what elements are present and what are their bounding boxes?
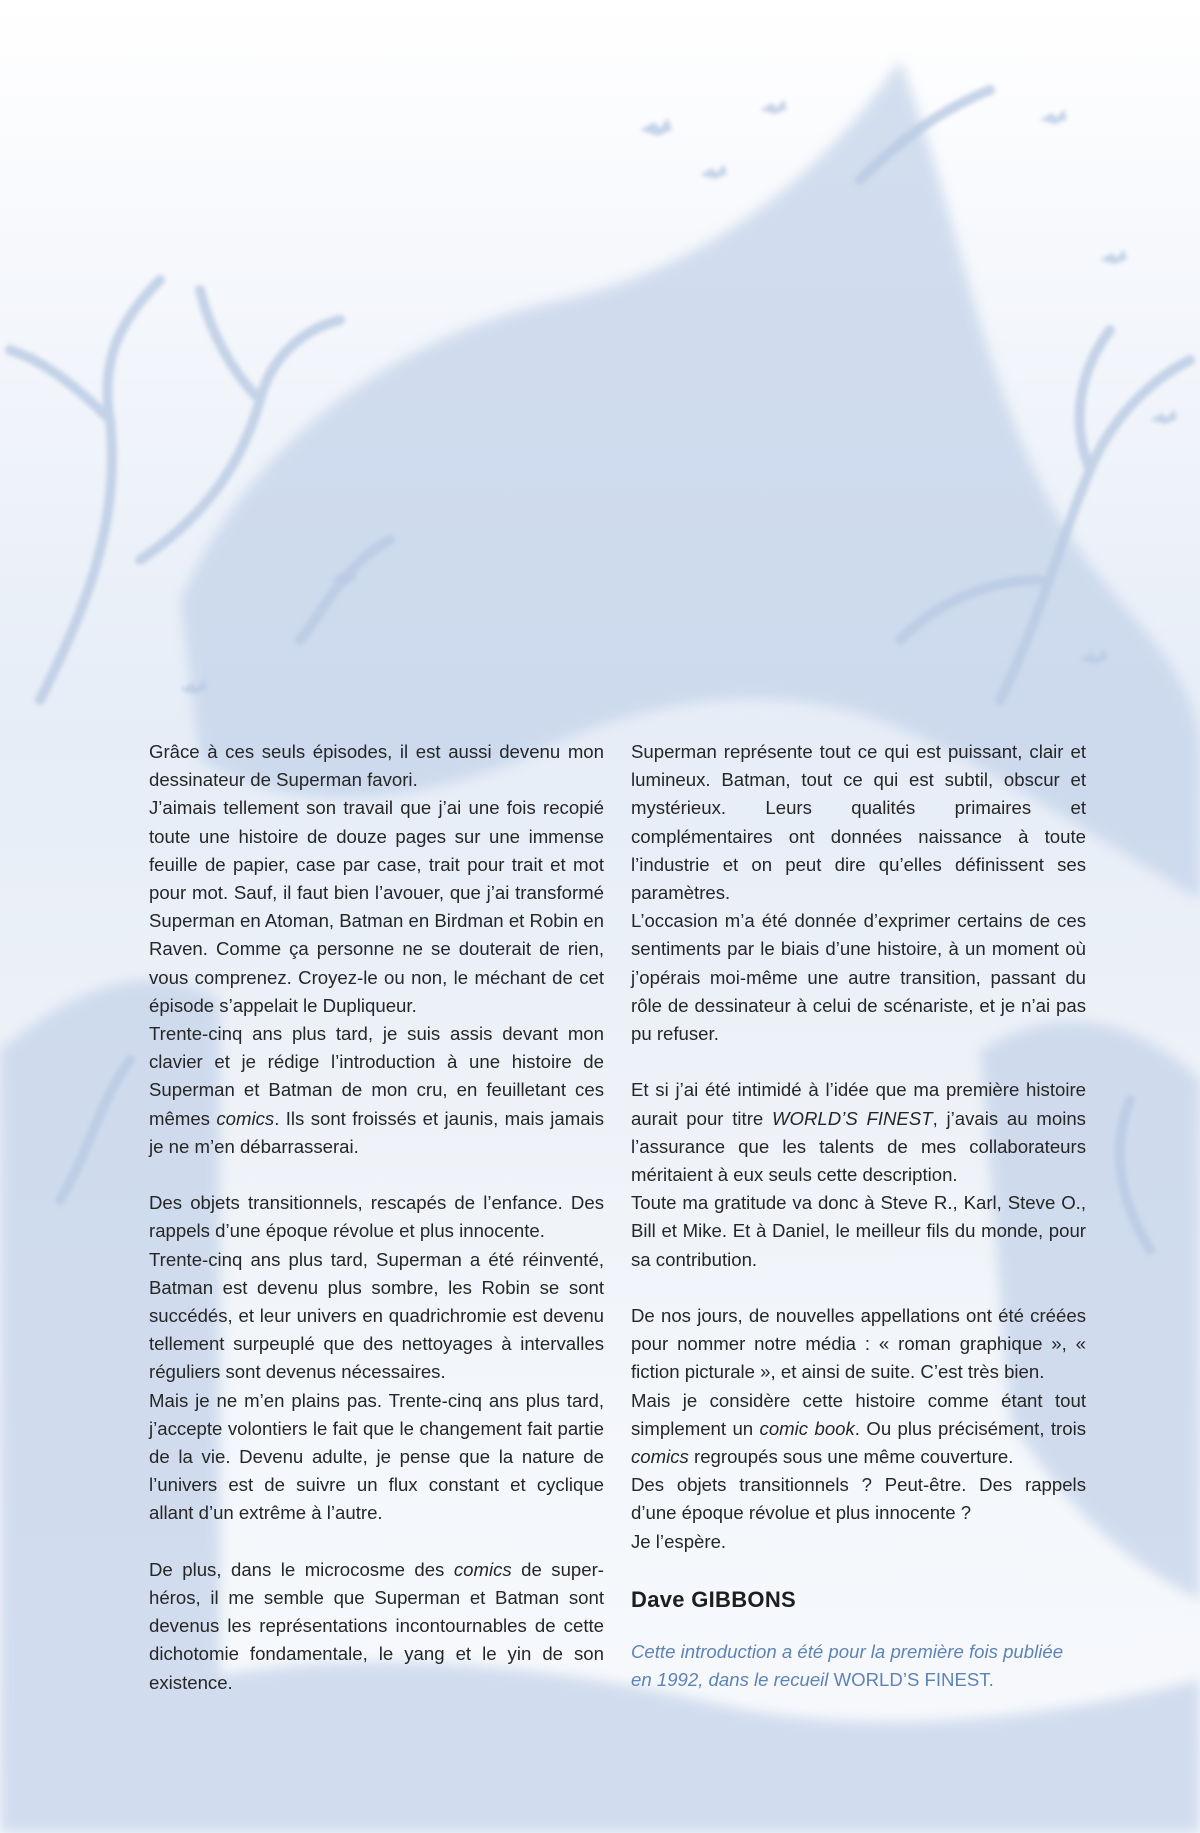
paragraph (631, 1387, 1086, 1472)
paragraph (149, 1020, 604, 1161)
paragraph-text: de super-héros, il me semble que Superman et Batman sont devenus les représentations incontournables de cette dichotomie fondamentale, le yang et le yin de son existence. (149, 1558, 605, 1693)
paragraph: Grâce à ces seuls épisodes, il est aussi devenu mon dessinateur de Superman favori. (149, 741, 604, 791)
paragraph (149, 1556, 604, 1697)
paragraph-text: regroupés sous une même couverture. (688, 1446, 1014, 1468)
paragraph: Des objets transitionnels, rescapés de l’enfance. Des rappels d’une époque révolue et plus innocente. (149, 1192, 604, 1242)
paragraph-text: , j’avais au moins l’assurance que les talents de mes collaborateurs méritaient à eux seuls cette description. (631, 1107, 1086, 1186)
paragraph: J’aimais tellement son travail que j’ai une fois recopié toute une histoire de douze pages sur une immense feuille de papier, case par case, trait pour trait et mot pour mot. Sauf, il faut bien l’avouer, que j’ai transformé Superman en Atoman, Batman en Birdman et Robin en Raven. Comme ça personne ne se douterait de rien, vous comprenez. Croyez-le ou non, le méchant de cet épisode s’appelait le Dupliqueur. (149, 797, 604, 1016)
paragraph-text: . Ou plus précisément, trois (854, 1417, 1086, 1439)
emphasis: comic book (759, 1417, 855, 1439)
paragraph: Superman représente tout ce qui est puissant, clair et lumineux. Batman, tout ce qui est subtil, obscur et mystérieux. Leurs qualités primaires et complémentaires ont données naissance à toute l’industrie et on peut dire qu’elles définissent ses paramètres. (631, 741, 1086, 904)
paragraph: L’occasion m’a été donnée d’exprimer certains de ces sentiments par le biais d’une histoire, à un moment où j’opérais moi-même une autre transition, passant du rôle de dessinateur à celui de scénariste, et je n’ai pas pu refuser. (631, 910, 1086, 1045)
paragraph (631, 1076, 1086, 1189)
paragraph: Je l’espère. (631, 1530, 727, 1552)
emphasis: comics (216, 1107, 275, 1129)
publication-note (631, 1638, 1086, 1694)
left-text-column (149, 738, 604, 1697)
note-text: Cette introduction a été pour la première fois publiée en 1992, dans le recueil (631, 1641, 1064, 1691)
paragraph-text: Trente-cinq ans plus tard, je suis assis devant mon clavier et je rédige l’introduction à une histoire de Superman et Batman de mon cru, en feuilletant ces mêmes (149, 1023, 604, 1129)
paragraph: Mais je ne m’en plains pas. Trente-cinq ans plus tard, j’accepte volontiers le fait que le changement fait partie de la vie. Devenu adulte, je pense que la nature de l’univers est de suivre un flux constant et cyclique allant d’un extrême à l’autre. (149, 1389, 604, 1524)
paragraph-text: Et si j’ai été intimidé à l’idée que ma première histoire aurait pour titre (631, 1079, 1086, 1129)
note-title: WORLD’S FINEST. (833, 1669, 994, 1691)
author-signature: Dave GIBBONS (631, 1586, 796, 1612)
paragraph: Trente-cinq ans plus tard, Superman a été réinventé, Batman est devenu plus sombre, les Robin se sont succédés, et leur univers en quadrichromie est devenu tellement surpeuplé que des nettoyages à intervalles réguliers sont devenus nécessaires. (149, 1248, 604, 1383)
paragraph: Toute ma gratitude va donc à Steve R., Karl, Steve O., Bill et Mike. Et à Daniel, le meilleur fils du monde, pour sa contribution. (631, 1192, 1086, 1270)
paragraph: Des objets transitionnels ? Peut-être. Des rappels d’une époque révolue et plus innocente ? (631, 1474, 1086, 1524)
emphasis: comics (453, 1558, 512, 1580)
emphasis: comics (631, 1446, 689, 1468)
paragraph-text: De plus, dans le microcosme des (149, 1558, 454, 1580)
emphasis: WORLD’S FINEST (771, 1107, 933, 1129)
paragraph-text: Mais je considère cette histoire comme étant tout simplement un (631, 1389, 1086, 1439)
paragraph-text: . Ils sont froissés et jaunis, mais jamais je ne m’en débarrasserai. (149, 1107, 604, 1157)
right-text-column (631, 738, 1086, 1694)
paragraph: De nos jours, de nouvelles appellations ont été créées pour nommer notre média : « roman graphique », « fiction picturale », et ainsi de suite. C’est très bien. (631, 1305, 1086, 1383)
